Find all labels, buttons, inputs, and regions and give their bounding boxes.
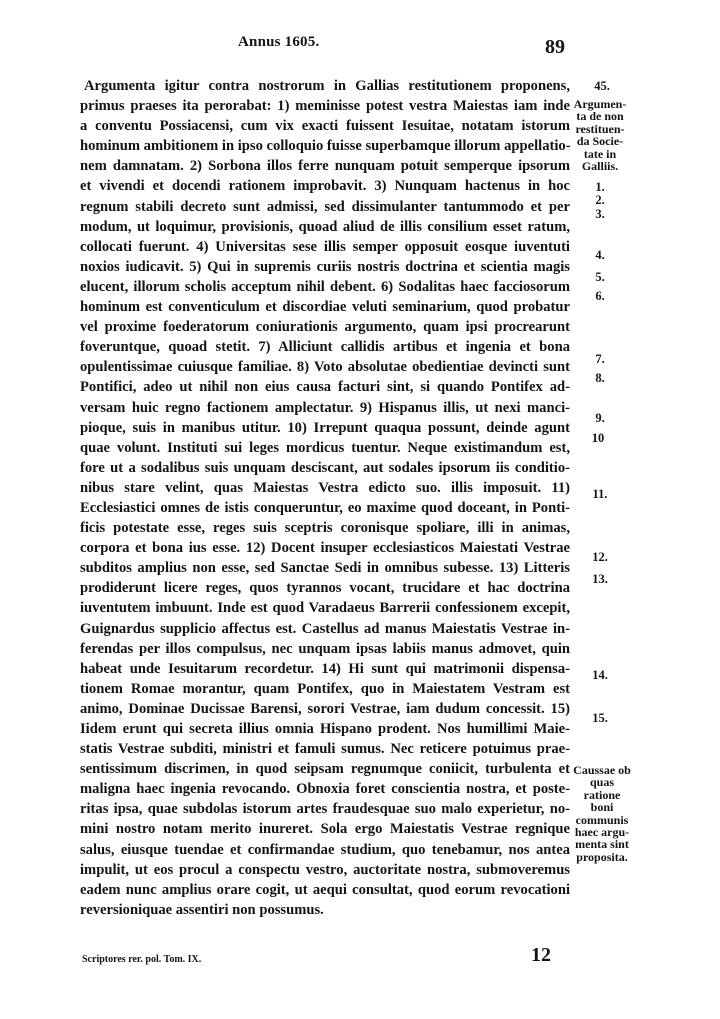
page-number: 89 bbox=[545, 36, 565, 58]
margin-mark: 7. bbox=[595, 352, 605, 366]
side-note-line: ta de non bbox=[576, 109, 624, 124]
side-note-argumenta bbox=[565, 98, 635, 172]
text-line: iuventutem imbuunt. Inde est quod Varadaeus Barrerii confessionem excepit, bbox=[80, 600, 570, 617]
text-line: collocati fuerunt. 4) Universitas sese illis semper opposuit eosque iuventuti bbox=[80, 238, 570, 255]
margin-mark: 6. bbox=[595, 289, 605, 303]
margin-mark: 3. bbox=[595, 207, 605, 221]
text-line: corpora et bona ius esse. 12) Docent insuper ecclesiasticos Maiestati Vestrae bbox=[80, 540, 570, 557]
text-line: impulit, ut eos procul a conspectu vestro, auctoritate nostra, submoveremus bbox=[80, 861, 570, 878]
signature-mark: 12 bbox=[531, 944, 551, 966]
side-note-line: da Socie- bbox=[576, 134, 624, 149]
margin-mark: 10 bbox=[591, 431, 605, 445]
running-head: Annus 1605. bbox=[238, 34, 320, 50]
text-line: noxios iudicavit. 5) Qui in supremis curiis nostris doctrina et scientia magis bbox=[80, 258, 570, 275]
text-line: mini nostro notam merito inureret. Sola ergo Maiestatis Vestrae regnique bbox=[80, 821, 570, 838]
text-line: habeat unde Iesuitarum recordetur. 14) Hi sunt qui matrimonii dispensa- bbox=[80, 660, 570, 677]
margin-mark: 1. bbox=[595, 180, 605, 194]
margin-mark: 8. bbox=[595, 371, 605, 385]
text-line: quae volunt. Instituti sui leges mordicus tuentur. Neque existimandum est, bbox=[80, 439, 570, 456]
text-line: tionem Romae morantur, quam Pontifex, quo in Maiestatem Vestram est bbox=[80, 680, 570, 697]
text-line: subditos amplius non esse, sed Sanctae Sedi in omnibus subesse. 13) Litteris bbox=[80, 560, 570, 577]
text-line: fore ut a sodalibus suis unquam desciscant, aut sodales ipsorum iis conditio- bbox=[80, 459, 570, 476]
text-line: animo, Dominae Ducissae Barensi, sorori Vestrae, iam dudum concessit. 15) bbox=[80, 700, 570, 717]
text-line: et vivendi et docendi rationem improbavit. 3) Nunquam hactenus in hoc bbox=[80, 178, 570, 195]
margin-mark: 2. bbox=[595, 193, 605, 207]
side-note-line: communis bbox=[575, 812, 629, 827]
text-line: Argumenta igitur contra nostrorum in Gallias restitutionem proponens, bbox=[84, 78, 570, 94]
side-note-line: ratione bbox=[583, 787, 621, 802]
text-line: pioque, suis in manibus utitur. 10) Irrepunt quaqua possunt, deinde agunt bbox=[80, 419, 570, 436]
text-line: statis Vestrae subditi, ministri et famuli sumus. Nec reticere potuimus prae- bbox=[80, 741, 570, 758]
text-line: hominum ambitionem in ipso colloquio fuisse superbamque illorum appellatio- bbox=[80, 138, 571, 155]
text-line: prodiderunt licere reges, quos tyrannos vocant, trucidare et hac doctrina bbox=[80, 580, 570, 597]
side-note-line: Argumen- bbox=[573, 97, 627, 111]
text-line: a conventu Possiacensi, cum vix exacti fuissent Iesuitae, notatam istorum bbox=[80, 118, 570, 135]
margin-mark: 11. bbox=[592, 487, 608, 501]
body-text bbox=[80, 76, 570, 920]
text-line: nem damnatam. 2) Sorbona illos ferre nunquam potuit semperque ipsorum bbox=[80, 158, 570, 175]
margin-mark: 15. bbox=[592, 711, 608, 725]
side-note-causae bbox=[567, 764, 637, 863]
text-line: elucent, illorum scholis acceptum nihil debent. 6) Sodalitas haec facciosorum bbox=[80, 278, 570, 295]
text-line: regnum stabili decreto sunt admissi, sed dissimulanter tantummodo et per bbox=[80, 198, 570, 215]
side-note-line: tate in bbox=[583, 146, 617, 161]
text-line: Guignardus supplicio affectus est. Castellus ad manus Maiestatis Vestrae in- bbox=[80, 620, 570, 637]
text-line: Ecclesiastici omnes de istis conqueruntur, eo maxime quod doceant, in Ponti- bbox=[80, 499, 570, 516]
text-line: nibus stare velint, quas Maiestas Vestra edicto suo. illis imposuit. 11) bbox=[80, 479, 570, 496]
side-note-line: Galliis. bbox=[581, 159, 619, 174]
text-line: primus praeses ita perorabat: 1) meminisse potest vestra Maiestas iam inde bbox=[80, 98, 570, 115]
margin-mark: 13. bbox=[592, 572, 608, 586]
text-line: modum, ut loquimur, provisionis, quoad aliud de illis consilium esset ratum, bbox=[80, 218, 570, 235]
text-line: hominum est conventiculum et discordiae veluti seminarium, quod probatur bbox=[80, 299, 570, 316]
margin-mark: 9. bbox=[595, 411, 605, 425]
text-line: ferendas per illos compulsus, nec unquam ipsas labiis manus admovet, quin bbox=[80, 640, 570, 657]
text-line: vel proxime foederatorum coniurationis argumento, quam ipsi procrearunt bbox=[80, 319, 570, 336]
text-line: versam huic regno factionem amplectatur. 9) Hispanus illis, ut nexi manci- bbox=[80, 399, 570, 416]
text-line: reversioniquae assentiri non possumus. bbox=[80, 901, 324, 918]
text-line: eadem nunc amplius orare cogit, ut aequi consultat, quod eorum revocationi bbox=[80, 881, 570, 898]
text-line: ritas ipsa, quae subdolas istorum artes fraudesquae suo malo experietur, no- bbox=[80, 801, 570, 818]
side-note-line: haec argu- bbox=[574, 825, 630, 840]
text-line: Pontifici, adeo ut nihil non eius causa facturi sint, si quando Pontifex ad- bbox=[80, 379, 570, 396]
side-note-line: menta sint bbox=[575, 837, 629, 852]
text-line: Iidem erunt qui secreta illius omnia Hispano prodent. Nos humillimi Maie- bbox=[80, 721, 570, 737]
footer-series: Scriptores rer. pol. Tom. IX. bbox=[82, 954, 202, 965]
margin-mark: 12. bbox=[592, 550, 608, 564]
side-note-line: proposita. bbox=[576, 849, 628, 864]
side-note-line: quas bbox=[589, 775, 615, 790]
text-line: maligna haec ingenia revocando. Obnoxia foret conscientia nostra, et poste- bbox=[80, 781, 570, 798]
margin-mark: 45. bbox=[594, 79, 610, 93]
text-line: salus, eiusque tuendae et confirmandae studium, quo tenebamur, nos antea bbox=[80, 841, 570, 858]
margin-mark: 5. bbox=[595, 270, 605, 284]
side-note-line: boni bbox=[590, 800, 614, 815]
text-line: foveruntque, quoad stetit. 7) Alliciunt callidis artibus et ingenia et bona bbox=[80, 339, 570, 356]
side-note-line: restituen- bbox=[575, 121, 625, 136]
side-note-line: Caussae ob bbox=[573, 763, 631, 777]
text-line: sentissimum discrimen, in quod seipsam regnumque coniicit, turbulenta et bbox=[80, 761, 570, 778]
margin-mark: 14. bbox=[592, 668, 608, 682]
text-line: ficis potestate esse, reges suis sceptris coronisque spoliare, illi in animas, bbox=[80, 520, 570, 537]
margin-mark: 4. bbox=[595, 248, 605, 262]
text-line: opulentissimae cuiusque familiae. 8) Voto absolutae obedientiae devincti sunt bbox=[80, 359, 570, 376]
